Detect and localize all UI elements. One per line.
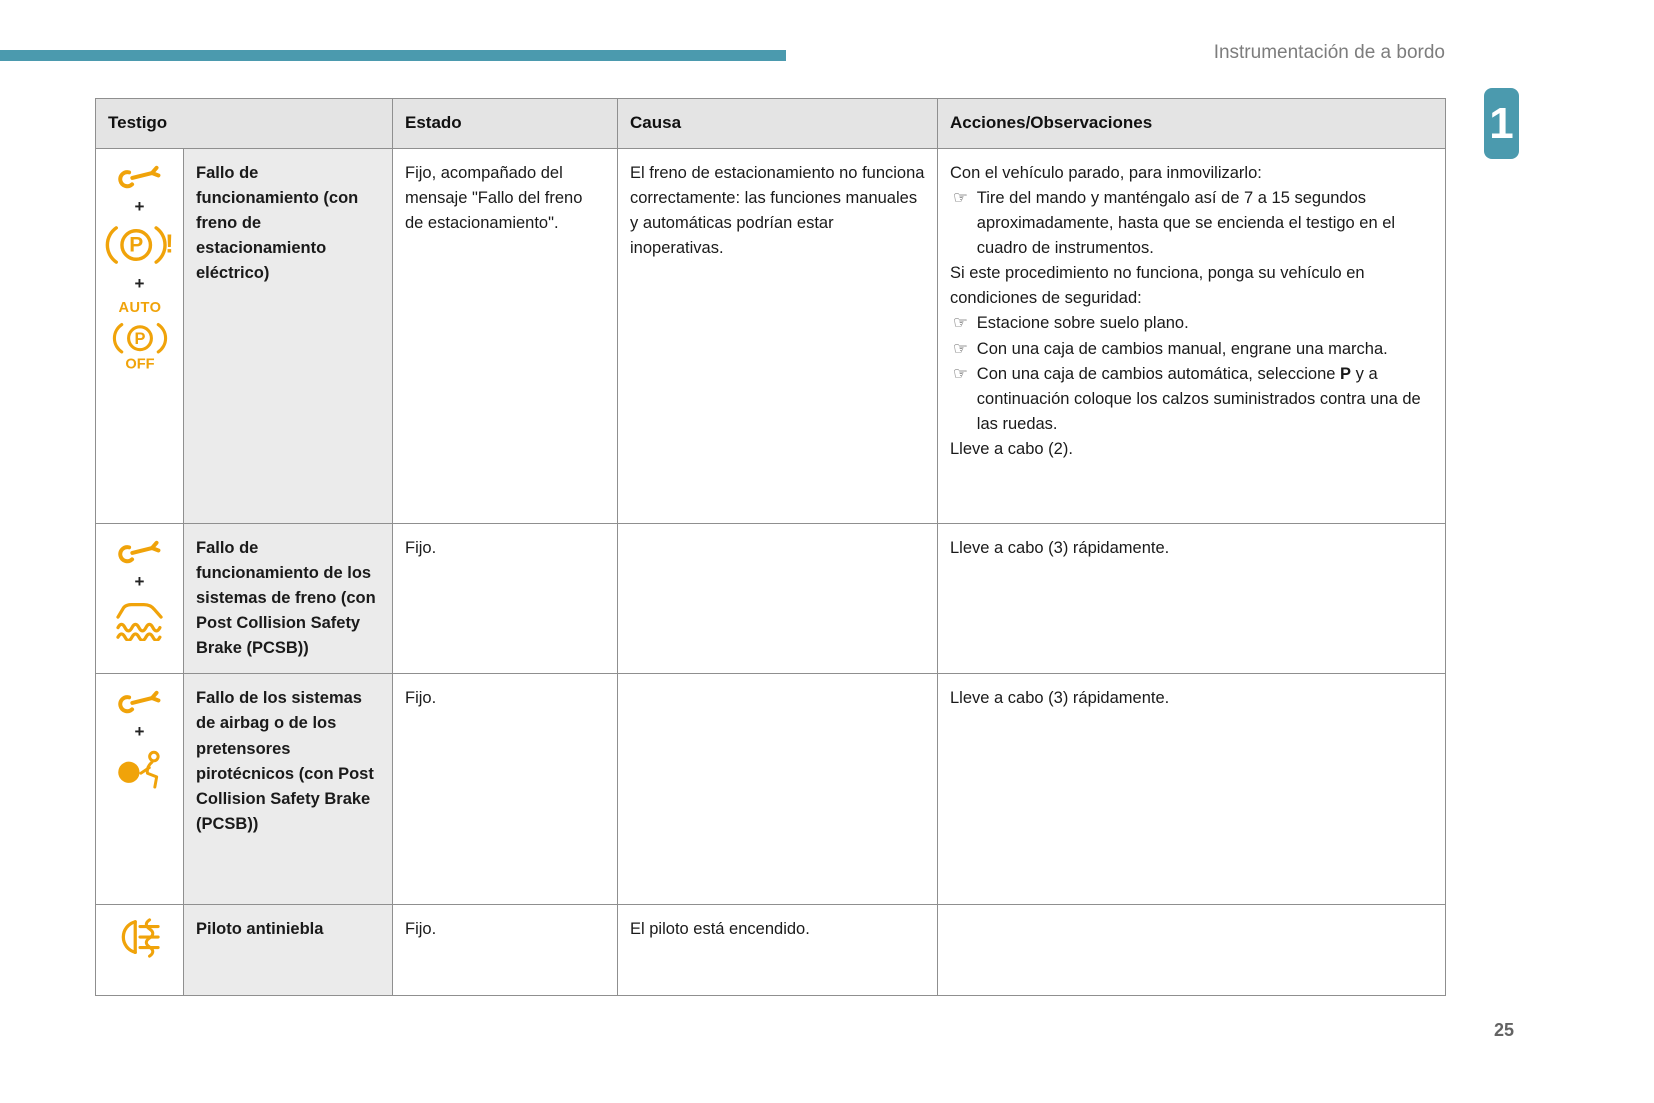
action-step-text: Con una caja de cambios automática, seleccione P y a continuación coloque los calzos suministrados contra una de las ruedas. — [976, 364, 1421, 433]
plus-separator: + — [134, 722, 145, 742]
indicator-icons-cell — [96, 524, 184, 674]
indicator-icons-cell — [96, 149, 184, 524]
estado-cell: Fijo. — [393, 674, 618, 905]
action-note: Con el vehículo parado, para inmovilizarlo: — [950, 164, 1262, 182]
action-step — [950, 186, 1433, 261]
auto-parking-brake-icon — [107, 299, 173, 372]
action-step — [950, 311, 1433, 336]
causa-cell: El piloto está encendido. — [618, 905, 938, 996]
svg-text:OFF: OFF — [124, 356, 155, 372]
acciones-cell — [938, 149, 1446, 524]
table-header-row — [96, 99, 1446, 149]
action-note: Lleve a cabo (3) rápidamente. — [950, 539, 1170, 557]
car-skid-icon — [113, 597, 167, 641]
action-note: Lleve a cabo (2). — [950, 439, 1073, 458]
indicator-name: Fallo de los sistemas de airbag o de los pretensores pirotécnicos (con Post Collision Safety Brake (PCSB)) — [184, 674, 393, 905]
plus-separator: + — [134, 572, 145, 591]
page-number: 25 — [1494, 1020, 1515, 1040]
wrench-icon — [118, 536, 162, 566]
action-step-text: Estacione sobre suelo plano. — [976, 314, 1189, 333]
pointing-hand-icon: ☞ — [953, 364, 968, 383]
svg-text:P: P — [134, 330, 145, 349]
col-header-testigo: Testigo — [96, 99, 393, 149]
plus-separator: + — [134, 197, 145, 216]
table-row — [96, 149, 1446, 524]
warning-lights-table — [95, 98, 1446, 996]
fog-light-icon — [114, 917, 166, 959]
action-note: Si este procedimiento no funciona, ponga su vehículo en condiciones de seguridad: — [950, 264, 1365, 308]
action-note: Lleve a cabo (3) rápidamente. — [950, 689, 1170, 708]
col-header-acciones: Acciones/Observaciones — [938, 99, 1446, 149]
plus-separator: + — [134, 274, 145, 293]
estado-cell: Fijo, acompañado del mensaje "Fallo del freno de estacionamiento". — [393, 149, 618, 524]
svg-text:AUTO: AUTO — [118, 299, 161, 316]
table-row — [96, 674, 1446, 905]
action-step-text: Con una caja de cambios manual, engrane una marcha. — [976, 339, 1388, 358]
header-accent-bar — [0, 50, 786, 61]
col-header-causa: Causa — [618, 99, 938, 149]
table-row — [96, 905, 1446, 996]
estado-cell: Fijo. — [393, 524, 618, 674]
acciones-cell — [938, 524, 1446, 674]
indicator-name: Piloto antiniebla — [184, 905, 393, 996]
action-step-text: Tire del mando y manténgalo así de 7 a 15 segundos aproximadamente, hasta que se encienda el testigo en el cuadro de instrumentos. — [976, 189, 1396, 258]
causa-cell — [618, 524, 938, 674]
estado-cell: Fijo. — [393, 905, 618, 996]
action-step — [950, 362, 1433, 437]
page-header-title: Instrumentación de a bordo — [1213, 42, 1445, 63]
pointing-hand-icon: ☞ — [953, 314, 968, 333]
causa-cell: El freno de estacionamiento no funciona correctamente: las funciones manuales y automáticas podrían estar inoperativas. — [618, 149, 938, 524]
action-step — [950, 337, 1433, 362]
indicator-icons-cell — [96, 905, 184, 996]
wrench-icon — [118, 686, 162, 716]
causa-cell — [618, 674, 938, 905]
wrench-icon — [118, 161, 162, 191]
svg-text:P: P — [128, 233, 143, 257]
chapter-tab: 1 — [1484, 88, 1519, 159]
acciones-cell — [938, 905, 1446, 996]
pointing-hand-icon: ☞ — [953, 339, 968, 358]
parking-brake-fault-icon — [102, 222, 178, 268]
table-row — [96, 524, 1446, 674]
col-header-estado: Estado — [393, 99, 618, 149]
airbag-icon — [115, 747, 165, 792]
indicator-name: Fallo de funcionamiento de los sistemas de freno (con Post Collision Safety Brake (PCSB)) — [184, 524, 393, 674]
indicator-name: Fallo de funcionamiento (con freno de estacionamiento eléctrico) — [184, 149, 393, 524]
indicator-icons-cell — [96, 674, 184, 905]
acciones-cell — [938, 674, 1446, 905]
svg-text:!: ! — [164, 230, 174, 259]
pointing-hand-icon: ☞ — [953, 189, 968, 208]
